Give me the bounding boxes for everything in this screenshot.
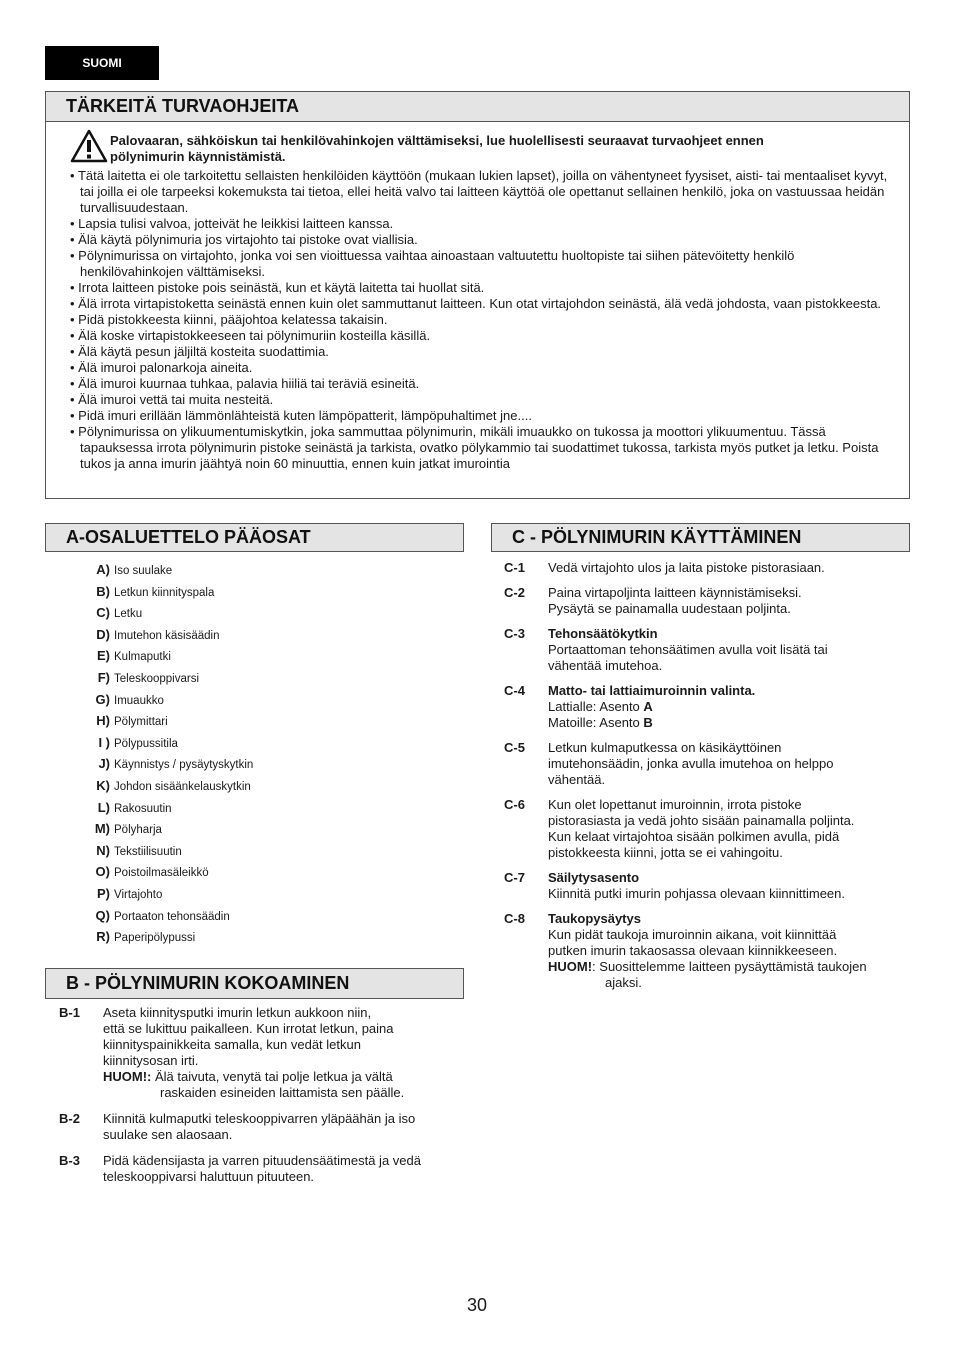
section-c-header [491, 523, 910, 552]
list-item: O) Poistoilmasäleikkö [95, 864, 209, 880]
section-b-header [45, 968, 464, 999]
step-c8: C-8 Taukopysäytys Kun pidät taukoja imuroinnin aikana, voit kiinnittää putken imurin takaosassa olevaan kiinnikkeeseen. HUOM!: Suosittelemme laitteen pysäyttämistä taukojen ajaksi. [504, 911, 867, 990]
list-item: Q) Portaaton tehonsäädin [95, 907, 230, 923]
section-b-steps [59, 1005, 469, 1185]
step-c6: C-6 Kun olet lopettanut imuroinnin, irrota pistoke pistorasiasta ja vedä johto sisään painamalla poljinta. Kun kelaat virtajohtoa sisään polkimen avulla, pidä pistokkeesta kiinni, jotta se ei vahingoitu. [504, 797, 855, 860]
list-item: B) Letkun kiinnityspala [96, 583, 215, 599]
list-item: • Pidä pistokkeesta kiinni, pääjohtoa kelatessa takaisin. [70, 312, 889, 328]
list-item: I ) Pölypussitila [98, 734, 178, 750]
list-item: P) Virtajohto [97, 885, 163, 901]
page-number: 30 [466, 1295, 488, 1315]
language-tab: SUOMI [45, 46, 159, 80]
list-item: K) Johdon sisäänkelauskytkin [96, 777, 251, 793]
safety-title: TÄRKEITÄ TURVAOHJEITA [46, 92, 909, 122]
section-c-steps [504, 560, 909, 991]
list-item: • Älä koske virtapistokkeeseen tai pölynimuriin kosteilla käsillä. [70, 328, 889, 344]
list-item: • Älä käytä pesun jäljiltä kosteita suodattimia. [70, 344, 889, 360]
step-c2: C-2 Paina virtapoljinta laitteen käynnistämiseksi. Pysäytä se painamalla uudestaan poljinta. [504, 585, 802, 616]
list-item: • Älä irrota virtapistoketta seinästä ennen kuin olet sammuttanut laitteen. Kun otat virtajohdon seinästä, älä vedä johdosta, vaan pistokkeesta. [70, 296, 889, 312]
warning-text: Palovaaran, sähköiskun tai henkilövahinkojen välttämiseksi, lue huolellisesti seuraavat turvaohjeet ennen pölynimurin käynnistämistä. [110, 133, 764, 164]
list-item: • Irrota laitteen pistoke pois seinästä, kun et käytä laitetta tai huollat sitä. [70, 280, 889, 296]
list-item: • Pölynimurissa on ylikuumentumiskytkin, joka sammuttaa pölynimurin, mikäli imuaukko on tukossa ja moottori ylikuumentuu. Tässä tapauksessa irrota pölynimurin pistoke seinästä ja tarkista, ovatko pölykammio tai suodattimet tukossa, tarkista myös putket ja letku. Poista tukos ja anna imurin jäähtyä noin 60 minuuttia, ennen kuin jatkat imurointia [70, 424, 889, 472]
list-item: • Älä imuroi kuurnaa tuhkaa, palavia hiiliä tai teräviä esineitä. [70, 376, 889, 392]
list-item: E) Kulmaputki [97, 648, 171, 664]
list-item: • Älä käytä pölynimuria jos virtajohto tai pistoke ovat viallisia. [70, 232, 889, 248]
list-item: • Pölynimurissa on virtajohto, jonka voi sen vioittuessa vaihtaa ainoastaan valtuutettu huoltopiste tai siihen pätevöitetty henkilö henkilövahinkojen välttämiseksi. [70, 248, 889, 280]
safety-section [45, 91, 910, 499]
warning-triangle-icon [70, 128, 108, 164]
warning-row [70, 128, 879, 165]
step-c1: C-1 Vedä virtajohto ulos ja laita pistoke pistorasiaan. [504, 560, 825, 575]
list-item: D) Imutehon käsisäädin [96, 626, 220, 642]
step-b2: B-2 Kiinnitä kulmaputki teleskooppivarren yläpäähän ja iso suulake sen alaosaan. [59, 1111, 416, 1142]
step-c3: C-3 Tehonsäätökytkin Portaattoman tehonsäätimen avulla voit lisätä tai vähentää imutehoa. [504, 626, 828, 673]
list-item: F) Teleskooppivarsi [97, 669, 200, 685]
list-item: J) Käynnistys / pysäytyskytkin [98, 756, 254, 772]
section-a-title: A-OSALUETTELO PÄÄOSAT [46, 524, 463, 551]
step-b1: B-1 Aseta kiinnitysputki imurin letkun aukkoon niin, että se lukittuu paikalleen. Kun irrotat letkun, paina kiinnityspainikkeita samalla, kun vedät letkun kiinnitysosan irti. HUOM!: Älä taivuta, venytä tai polje letkua ja vältä raskaiden esineiden laittamista sen päälle. [59, 1005, 405, 1100]
list-item: H) Pölymittari [96, 713, 168, 729]
list-item: • Pidä imuri erillään lämmönlähteistä kuten lämpöpatterit, lämpöpuhaltimet jne.... [70, 408, 889, 424]
list-item: C) Letku [96, 605, 143, 621]
list-item: L) Rakosuutin [97, 799, 172, 815]
step-c4: C-4 Matto- tai lattiaimuroinnin valinta. Lattialle: Asento A Matoille: Asento B [504, 683, 756, 730]
step-c7: C-7 Säilytysasento Kiinnitä putki imurin pohjassa olevaan kiinnittimeen. [504, 870, 845, 901]
list-item: • Älä imuroi vettä tai muita nesteitä. [70, 392, 889, 408]
list-item: A) Iso suulake [96, 562, 173, 577]
step-b3: B-3 Pidä kädensijasta ja varren pituudensäätimestä ja vedä teleskooppivarsi haluttuun pituuteen. [59, 1153, 421, 1184]
list-item: N) Tekstiilisuutin [96, 842, 182, 858]
step-c5: C-5 Letkun kulmaputkessa on käsikäyttöinen imutehonsäädin, jonka avulla imutehoa on helppo vähentää. [504, 740, 834, 787]
section-a-header [45, 523, 464, 552]
list-item: G) Imuaukko [95, 691, 164, 707]
list-item: • Älä imuroi palonarkoja aineita. [70, 360, 889, 376]
list-item: • Lapsia tulisi valvoa, jotteivät he leikkisi laitteen kanssa. [70, 216, 889, 232]
list-item: R) Paperipölypussi [96, 929, 196, 945]
list-item: M) Pölyharja [94, 821, 162, 837]
section-b-title: B - PÖLYNIMURIN KOKOAMINEN [46, 969, 463, 998]
safety-bullet-list [70, 168, 889, 472]
parts-list [60, 562, 360, 951]
section-c-title: C - PÖLYNIMURIN KÄYTTÄMINEN [492, 524, 909, 551]
list-item: • Tätä laitetta ei ole tarkoitettu sellaisten henkilöiden käyttöön (mukaan lukien lapset), joilla on vähentyneet fyysiset, aisti- tai mentaaliset kyvyt, tai joilla ei ole tarpeeksi kokemuksta tai tietoa, ellei heitä valvo tai laitteen käyttöä ole opettanut sellainen henkilö, joka on vastuussaa heidän turvallisuudestaan. [70, 168, 889, 216]
